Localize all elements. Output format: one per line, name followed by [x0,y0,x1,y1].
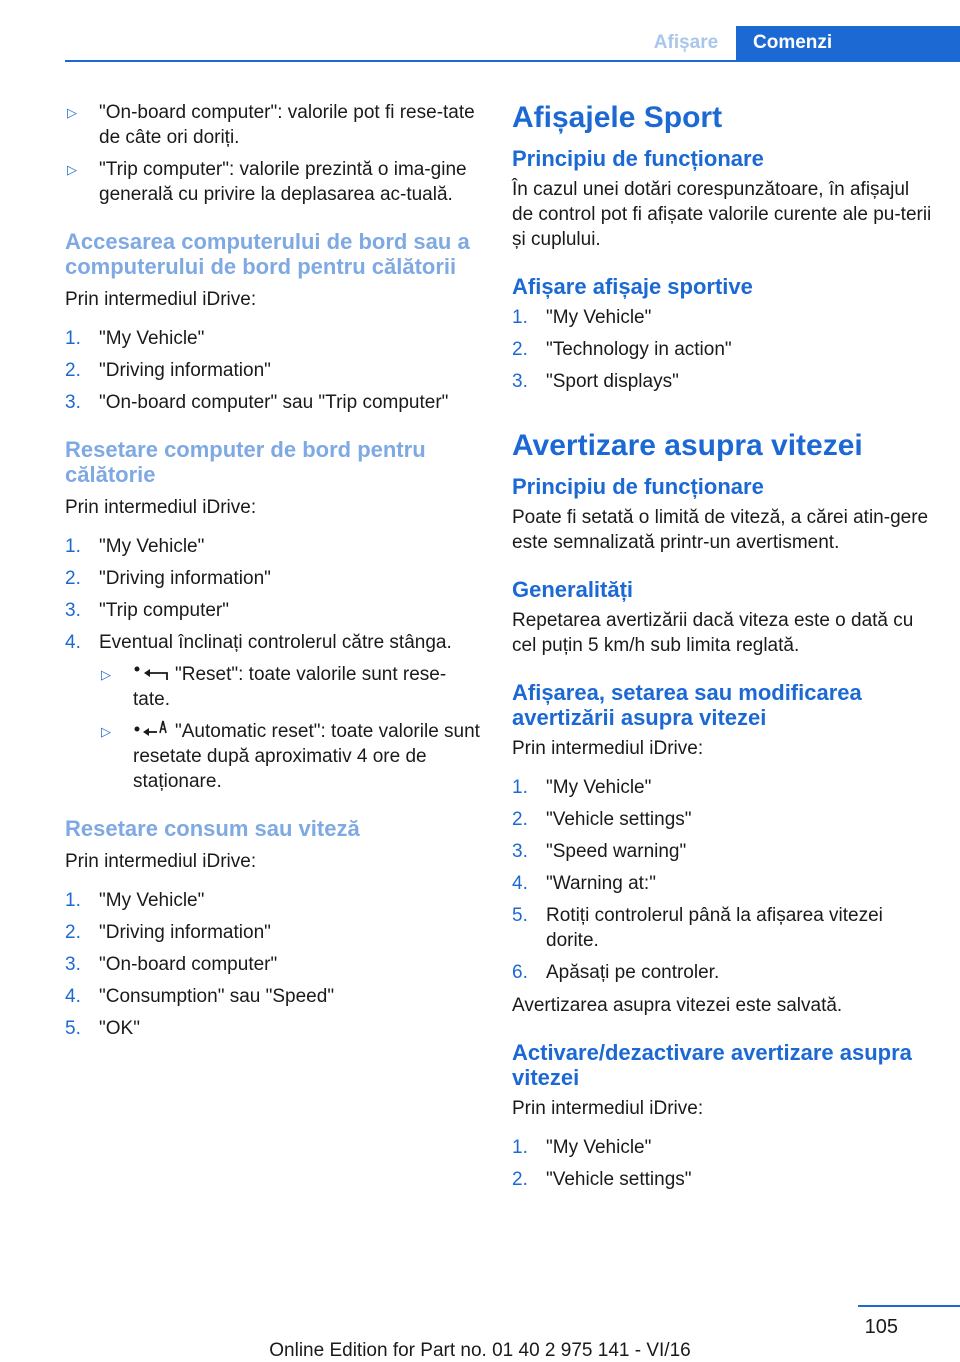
section-heading-general: Generalități [512,577,634,602]
section-heading-toggle-warning: Activare/dezactivare avertizare asupra vitezei [512,1040,912,1090]
reset-options-list [99,662,483,794]
right-column [512,100,932,1204]
triangle-bullet-icon: ▷ [67,162,77,177]
section-heading-access: Accesarea computerului de bord sau a computerului de bord pentru călătorii [65,229,470,279]
list-item: 1. "My Vehicle" [512,307,652,328]
section-heading-set-warning: Afișarea, setarea sau modificarea avertizării asupra vitezei [512,680,862,730]
list-item: 5. "OK" [65,1018,140,1039]
list-item: 3. "Trip computer" [65,600,229,621]
section-text: Prin intermediul iDrive: [65,851,257,872]
section-text: Prin intermediul iDrive: [65,289,257,310]
section-heading-speed-principle: Principiu de funcționare [512,474,764,499]
steps-list-access [65,326,483,415]
steps-list-toggle-warning [512,1135,932,1192]
chapter-title-sport: Afișajele Sport [512,101,723,134]
header-rule [65,60,960,62]
page-number: 105 [864,1316,898,1338]
section-text: Poate fi setată o limită de viteză, a cărei atin-gere este semnalizată printr-un avertisment. [512,507,929,553]
list-item: 3. "On-board computer" [65,954,278,975]
header-section-display: Afișare [653,32,719,53]
edition-footer: Online Edition for Part no. 01 40 2 975 141 - VI/16 [269,1340,691,1361]
triangle-bullet-icon: ▷ [101,667,111,682]
list-item: 1. "My Vehicle" [512,777,652,798]
list-item: 1. "My Vehicle" [65,890,205,911]
list-item: 2. "Technology in action" [512,339,732,360]
list-item: 6. Apăsați pe controler. [512,962,720,983]
list-item: ▷ "On-board computer": valorile pot fi rese-tate de câte ori doriți. [67,102,475,148]
list-item: 3. "On-board computer" sau "Trip computer" [65,392,449,413]
section-heading-sport-display: Afișare afișaje sportive [512,274,753,299]
list-item: 2. "Driving information" [65,922,271,943]
list-item: 3. "Speed warning" [512,841,687,862]
list-item: 3. "Sport displays" [512,371,679,392]
list-item: 4. "Consumption" sau "Speed" [65,986,335,1007]
list-item: 4. Eventual înclinați controlerul către stânga. [65,632,452,653]
list-item: ▷ "Reset": toate valorile sunt rese-tate. [101,664,447,710]
list-item: ▷ "Trip computer": valorile prezintă o ima-gine generală cu privire la deplasarea ac-tuală. [67,159,467,205]
section-heading-reset-trip: Resetare computer de bord pentru călătorie [65,437,426,487]
section-text: Repetarea avertizării dacă viteza este o dată cu cel puțin 5 km/h sub limita reglată. [512,610,914,656]
section-text: Prin intermediul iDrive: [512,738,704,759]
chapter-title-speed-warning: Avertizare asupra vitezei [512,429,863,462]
section-text: Prin intermediul iDrive: [65,497,257,518]
intro-bullets [65,100,483,207]
saved-confirmation-text: Avertizarea asupra vitezei este salvată. [512,995,843,1016]
header-section-controls: Comenzi [736,26,960,60]
list-item: 2. "Driving information" [65,360,271,381]
list-item: 4. "Warning at:" [512,873,656,894]
steps-list-reset-consumption [65,888,483,1041]
steps-list-sport [512,305,932,394]
triangle-bullet-icon: ▷ [67,105,77,120]
triangle-bullet-icon: ▷ [101,724,111,739]
page-header [0,0,960,62]
section-heading-reset-consumption: Resetare consum sau viteză [65,816,360,841]
list-item: 1. "My Vehicle" [65,328,205,349]
list-item: 2. "Vehicle settings" [512,809,692,830]
list-item: 5. Rotiți controlerul până la afișarea vitezei dorite. [512,905,883,951]
steps-list-reset-trip [65,534,483,655]
list-item: ▷ "Automatic reset": toate valorile sunt resetate după aproximativ 4 ore de staționare. [101,721,480,792]
footer-rule [858,1305,960,1307]
reset-arrow-icon [133,664,169,682]
left-column [65,100,483,1053]
section-text: În cazul unei dotări corespunzătoare, în afișajul de control pot fi afișate valorile curente ale pu-terii și cuplului. [512,179,932,250]
list-item: 2. "Driving information" [65,568,271,589]
section-heading-sport-principle: Principiu de funcționare [512,146,764,171]
list-item: 2. "Vehicle settings" [512,1169,692,1190]
list-item: 1. "My Vehicle" [512,1137,652,1158]
list-item: 1. "My Vehicle" [65,536,205,557]
section-text: Prin intermediul iDrive: [512,1098,704,1119]
steps-list-set-warning [512,775,932,985]
automatic-reset-icon [133,719,169,739]
